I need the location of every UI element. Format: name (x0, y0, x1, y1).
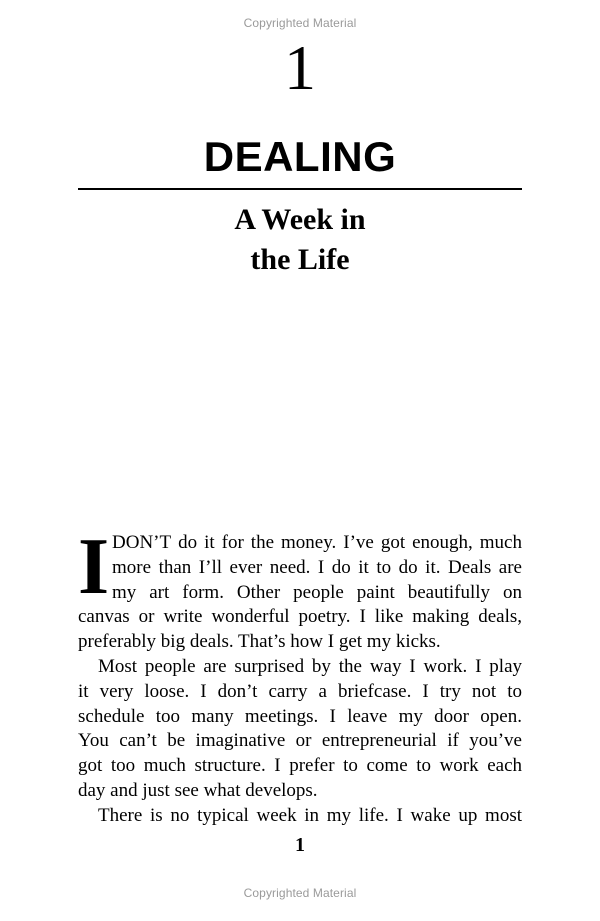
text-line: got too much structure. I prefer to come to work each (78, 755, 522, 777)
chapter-title: DEALING (203, 133, 397, 180)
chapter-subtitle (0, 200, 600, 280)
subtitle-line-2: the Life (250, 243, 350, 276)
watermark-bottom: Copyrighted Material (243, 886, 357, 900)
text-line: You can’t be imaginative or entrepreneurial if you’ve (78, 730, 522, 752)
text-line: day and just see what develops. (78, 779, 318, 801)
title-divider (78, 188, 522, 190)
chapter-number: 1 (284, 32, 316, 103)
text-line: Most people are surprised by the way I work. I play (98, 655, 522, 677)
line-text: do it for the money. I’ve got enough, much (171, 532, 522, 553)
subtitle-line-1: A Week in (234, 203, 366, 236)
text-line (78, 531, 522, 556)
watermark-top: Copyrighted Material (243, 16, 357, 30)
text-line: There is no typical week in my life. I wake up most (98, 804, 522, 826)
text-line: schedule too many meetings. I leave my door open. (78, 705, 522, 727)
drop-cap: I (78, 523, 110, 611)
text-line: canvas or write wonderful poetry. I like making deals, (78, 606, 522, 628)
body-text (78, 523, 522, 829)
text-line: my art form. Other people paint beautifully on (112, 581, 522, 603)
text-line: it very loose. I don’t carry a briefcase. I try not to (78, 680, 522, 702)
text-line: preferably big deals. That’s how I get my kicks. (78, 631, 441, 653)
page-number: 1 (295, 834, 305, 856)
text-line: more than I’ll ever need. I do it to do it. Deals are (112, 556, 522, 578)
lead-word: DON’T (112, 532, 172, 553)
